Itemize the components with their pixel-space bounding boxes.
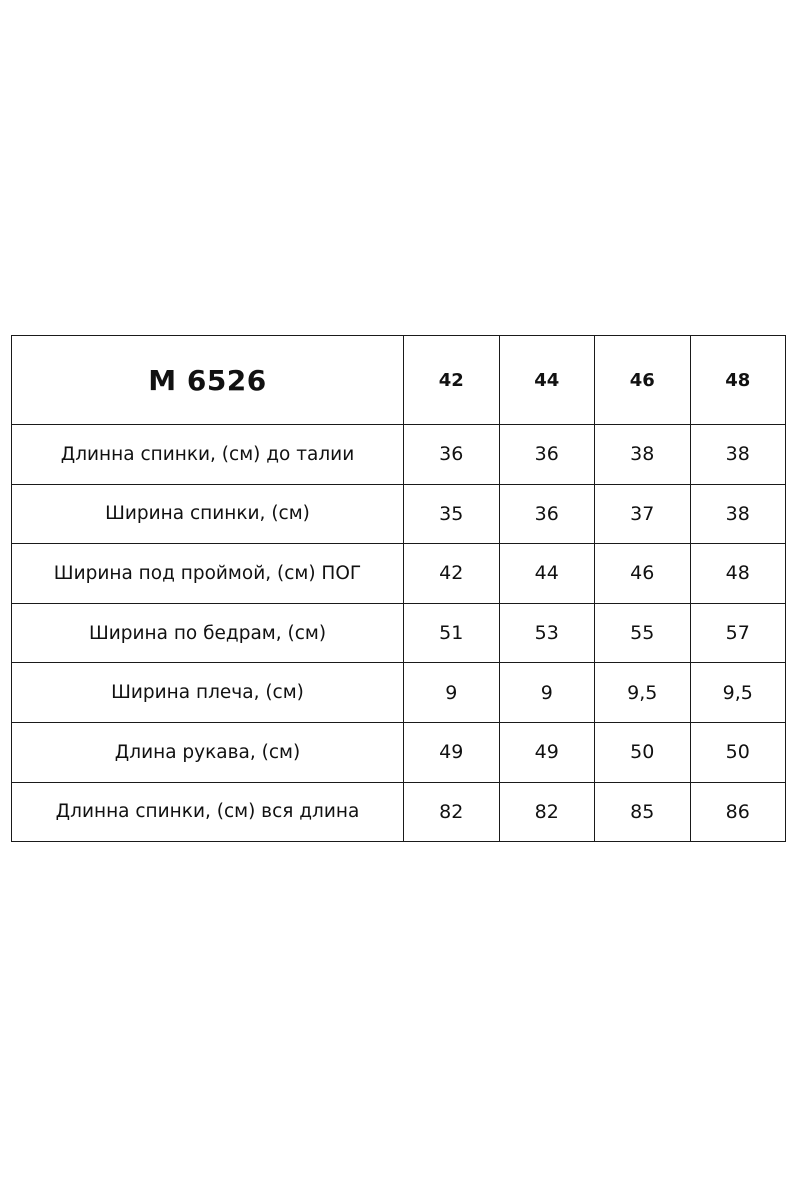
table-cell: 38 [595, 425, 691, 485]
row-label: Длинна спинки, (см) до талии [12, 425, 404, 485]
header-row [12, 336, 786, 425]
table-cell: 44 [499, 544, 595, 604]
row-label: Ширина плеча, (см) [12, 663, 404, 723]
size-header: 48 [690, 336, 786, 425]
table-cell: 36 [499, 484, 595, 544]
table-row [12, 663, 786, 723]
table-cell: 36 [404, 425, 500, 485]
table-cell: 57 [690, 603, 786, 663]
size-chart-table [11, 335, 786, 842]
table-row [12, 722, 786, 782]
table-cell: 35 [404, 484, 500, 544]
row-label: Ширина спинки, (см) [12, 484, 404, 544]
table-cell: 49 [404, 722, 500, 782]
table-cell: 51 [404, 603, 500, 663]
table-cell: 36 [499, 425, 595, 485]
row-label: Ширина под проймой, (см) ПОГ [12, 544, 404, 604]
table-cell: 49 [499, 722, 595, 782]
table-cell: 48 [690, 544, 786, 604]
table-cell: 9,5 [595, 663, 691, 723]
table-cell: 37 [595, 484, 691, 544]
row-label: Длина рукава, (см) [12, 722, 404, 782]
table-cell: 38 [690, 425, 786, 485]
table-cell: 50 [595, 722, 691, 782]
table-row [12, 484, 786, 544]
table-row [12, 544, 786, 604]
table-cell: 86 [690, 782, 786, 842]
table-cell: 9,5 [690, 663, 786, 723]
row-label: Ширина по бедрам, (см) [12, 603, 404, 663]
table-cell: 42 [404, 544, 500, 604]
table-row [12, 782, 786, 842]
table-row [12, 425, 786, 485]
size-header: 44 [499, 336, 595, 425]
table-cell: 53 [499, 603, 595, 663]
table-cell: 46 [595, 544, 691, 604]
table-row [12, 603, 786, 663]
table-cell: 82 [499, 782, 595, 842]
table-cell: 50 [690, 722, 786, 782]
row-label: Длинна спинки, (см) вся длина [12, 782, 404, 842]
table-cell: 9 [499, 663, 595, 723]
table-cell: 55 [595, 603, 691, 663]
model-code: М 6526 [12, 336, 404, 425]
table-cell: 9 [404, 663, 500, 723]
table-cell: 82 [404, 782, 500, 842]
table-cell: 38 [690, 484, 786, 544]
size-header: 42 [404, 336, 500, 425]
size-header: 46 [595, 336, 691, 425]
table-cell: 85 [595, 782, 691, 842]
